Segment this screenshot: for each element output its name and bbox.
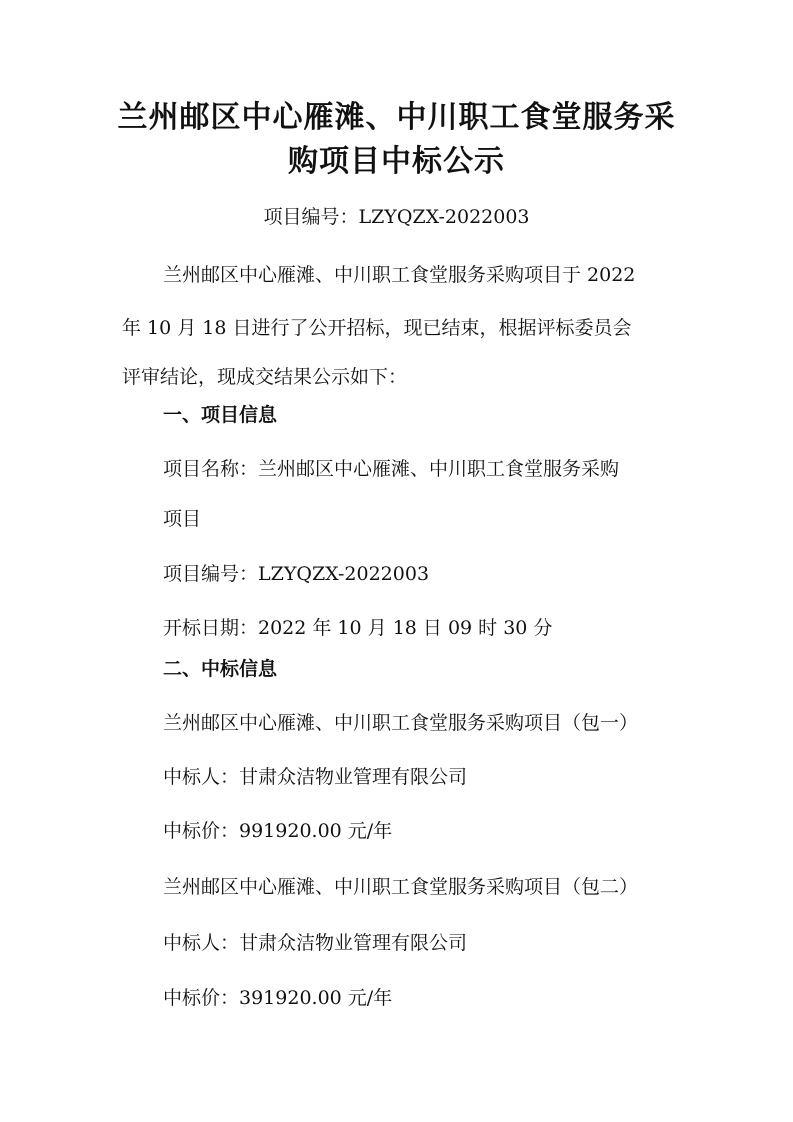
bid-opening-date: 开标日期：2022 年 10 月 18 日 09 时 30 分 <box>163 617 553 639</box>
document-title-line-1: 兰州邮区中心雁滩、中川职工食堂服务采 <box>117 100 676 135</box>
package-2-price: 中标价：391920.00 元/年 <box>163 987 393 1009</box>
intro-line-3: 评审结论，现成交结果公示如下： <box>122 366 408 388</box>
package-1-price: 中标价：991920.00 元/年 <box>163 820 393 842</box>
package-1-winner: 中标人：甘肃众洁物业管理有限公司 <box>163 766 468 788</box>
package-2-project: 兰州邮区中心雁滩、中川职工食堂服务采购项目（包二） <box>163 876 639 898</box>
project-name-line-1: 项目名称：兰州邮区中心雁滩、中川职工食堂服务采购 <box>163 458 620 480</box>
section-heading-award-info: 二、中标信息 <box>163 658 278 680</box>
project-code-header: 项目编号：LZYQZX-2022003 <box>263 206 530 228</box>
intro-line-2: 年 10 月 18 日进行了公开招标，现已结束，根据评标委员会 <box>122 317 632 339</box>
package-1-project: 兰州邮区中心雁滩、中川职工食堂服务采购项目（包一） <box>163 712 639 734</box>
package-2-winner: 中标人：甘肃众洁物业管理有限公司 <box>163 932 468 954</box>
project-name-line-2: 项目 <box>163 508 202 530</box>
project-code: 项目编号：LZYQZX-2022003 <box>163 563 430 585</box>
section-heading-project-info: 一、项目信息 <box>163 404 278 426</box>
intro-line-1: 兰州邮区中心雁滩、中川职工食堂服务采购项目于 2022 <box>163 264 636 286</box>
document-title-line-2: 购项目中标公示 <box>288 144 505 179</box>
